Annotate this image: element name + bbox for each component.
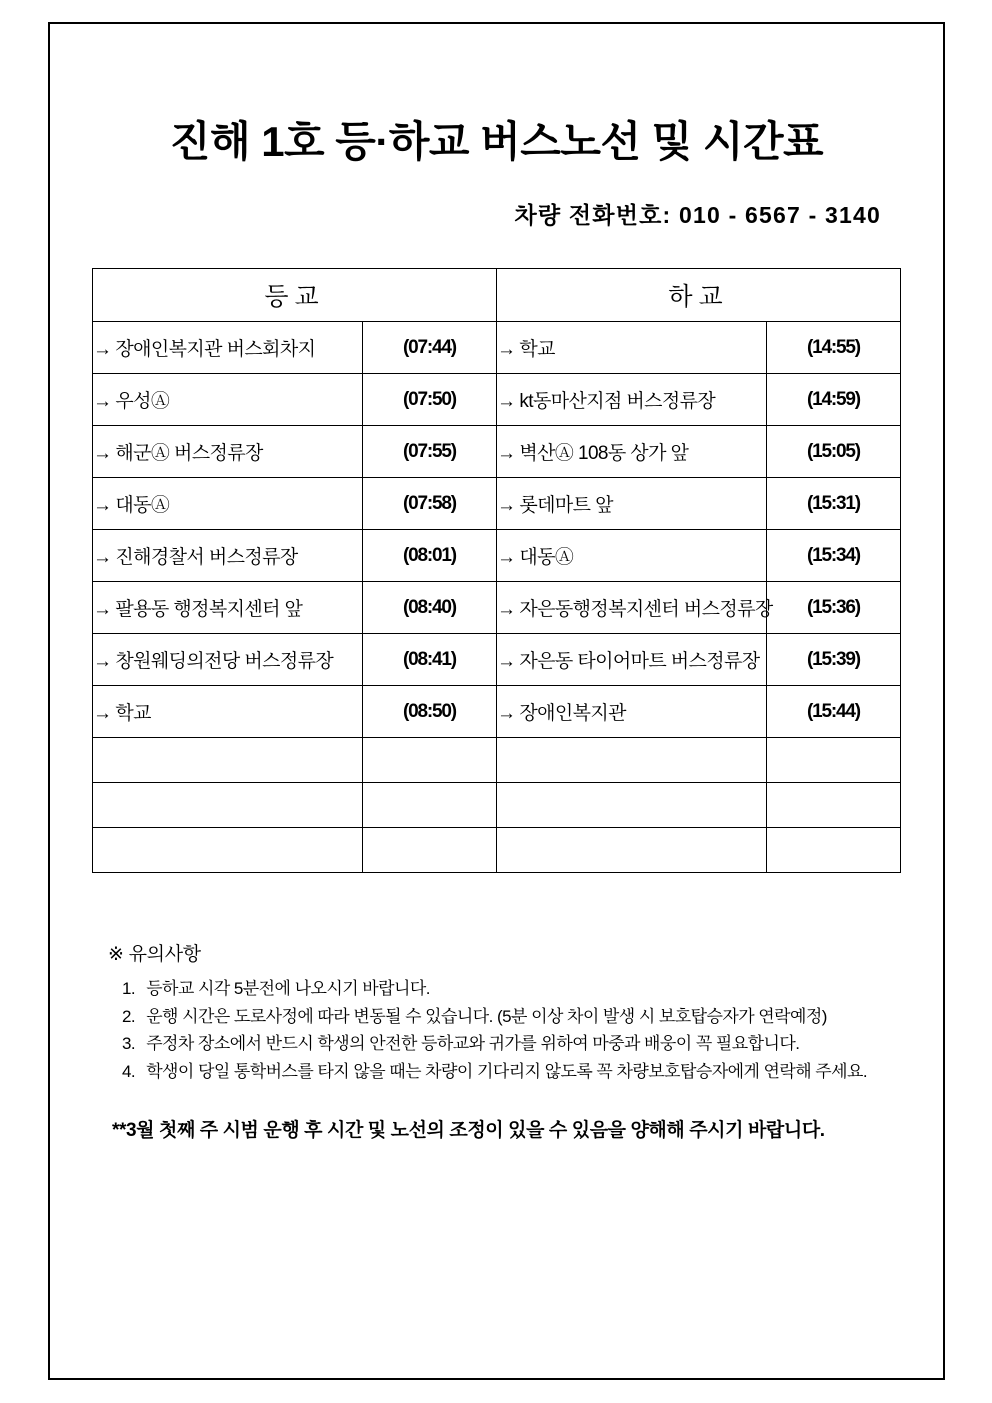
afternoon-stop-time: (14:55) xyxy=(766,322,900,374)
stop-label: 자은동행정복지센터 버스정류장 xyxy=(519,599,773,621)
note-item xyxy=(122,1003,903,1031)
empty-cell xyxy=(766,828,900,873)
note-item xyxy=(122,975,903,1003)
afternoon-stop-name xyxy=(496,634,766,686)
table-row xyxy=(93,783,901,828)
table-row xyxy=(93,322,901,374)
stop-label: 학교 xyxy=(115,703,151,725)
empty-cell xyxy=(93,738,363,783)
note-text: 운행 시간은 도로사정에 따라 변동될 수 있습니다. (5분 이상 차이 발생 시 보호탑승자가 연락예정) xyxy=(146,1006,827,1026)
morning-stop-name xyxy=(93,634,363,686)
column-header-morning: 등교 xyxy=(93,269,497,322)
afternoon-stop-name xyxy=(496,426,766,478)
table-row xyxy=(93,530,901,582)
stop-label: 대동Ⓐ xyxy=(115,495,170,517)
arrow-icon: → xyxy=(496,599,516,621)
stop-label: 학교 xyxy=(519,339,555,361)
arrow-icon: → xyxy=(93,547,112,569)
stop-label: 창원웨딩의전당 버스정류장 xyxy=(115,651,334,673)
arrow-icon: → xyxy=(93,703,112,725)
vehicle-phone-number: 차량 전화번호: 010 - 6567 - 3140 xyxy=(514,202,881,229)
stop-label: 장애인복지관 버스회차지 xyxy=(115,339,316,361)
notes-footnote: **3월 첫째 주 시범 운행 후 시간 및 노선의 조정이 있을 수 있음을 양해해 주시기 바랍니다. xyxy=(112,1120,825,1142)
stop-label: 벽산Ⓐ 108동 상가 앞 xyxy=(519,443,689,465)
timetable-body xyxy=(93,322,901,873)
table-row xyxy=(93,426,901,478)
afternoon-stop-name xyxy=(496,322,766,374)
afternoon-stop-time: (14:59) xyxy=(766,374,900,426)
morning-stop-time: (08:50) xyxy=(362,686,496,738)
note-text: 학생이 당일 통학버스를 타지 않을 때는 차량이 기다리지 않도록 꼭 차량보호탑승자에게 연락해 주세요. xyxy=(146,1061,868,1081)
afternoon-stop-name xyxy=(496,374,766,426)
note-number: 2. xyxy=(122,1006,136,1026)
arrow-icon: → xyxy=(93,495,112,517)
arrow-icon: → xyxy=(93,339,112,361)
empty-cell xyxy=(496,738,766,783)
note-text: 주정차 장소에서 반드시 학생의 안전한 등하교와 귀가를 위하여 마중과 배웅이 꼭 필요합니다. xyxy=(146,1034,800,1054)
empty-cell xyxy=(496,828,766,873)
table-row xyxy=(93,634,901,686)
note-item xyxy=(122,1030,903,1058)
empty-cell xyxy=(496,783,766,828)
afternoon-stop-name xyxy=(496,530,766,582)
morning-stop-name xyxy=(93,374,363,426)
document-sheet xyxy=(50,24,943,1378)
afternoon-stop-time: (15:39) xyxy=(766,634,900,686)
morning-stop-name xyxy=(93,478,363,530)
arrow-icon: → xyxy=(496,703,516,725)
morning-stop-time: (08:01) xyxy=(362,530,496,582)
afternoon-stop-name xyxy=(496,478,766,530)
stop-label: 롯데마트 앞 xyxy=(519,495,613,517)
page-title: 진해 1호 등·하교 버스노선 및 시간표 xyxy=(169,118,824,165)
arrow-icon: → xyxy=(93,651,112,673)
arrow-icon: → xyxy=(93,599,112,621)
table-row xyxy=(93,738,901,783)
table-row xyxy=(93,374,901,426)
note-number: 1. xyxy=(122,979,136,999)
note-item xyxy=(122,1058,903,1086)
afternoon-stop-time: (15:31) xyxy=(766,478,900,530)
stop-label: 우성Ⓐ xyxy=(115,391,170,413)
stop-label: 자은동 타이어마트 버스정류장 xyxy=(519,651,760,673)
morning-stop-name xyxy=(93,322,363,374)
empty-cell xyxy=(362,738,496,783)
table-header-row xyxy=(93,269,901,322)
page-border xyxy=(48,22,945,1380)
empty-cell xyxy=(93,783,363,828)
empty-cell xyxy=(766,738,900,783)
stop-label: 대동Ⓐ xyxy=(519,547,574,569)
morning-stop-time: (07:55) xyxy=(362,426,496,478)
morning-stop-name xyxy=(93,582,363,634)
morning-stop-time: (07:44) xyxy=(362,322,496,374)
arrow-icon: → xyxy=(496,547,516,569)
morning-stop-name xyxy=(93,686,363,738)
column-header-afternoon: 하교 xyxy=(496,269,900,322)
afternoon-stop-name xyxy=(496,686,766,738)
timetable-container xyxy=(90,268,903,873)
arrow-icon: → xyxy=(496,339,516,361)
arrow-icon: → xyxy=(93,443,112,465)
bus-timetable xyxy=(92,268,901,873)
morning-stop-time: (07:50) xyxy=(362,374,496,426)
note-number: 3. xyxy=(122,1034,136,1054)
empty-cell xyxy=(362,783,496,828)
morning-stop-name xyxy=(93,530,363,582)
table-row xyxy=(93,478,901,530)
stop-label: 해군Ⓐ 버스정류장 xyxy=(115,443,263,465)
arrow-icon: → xyxy=(496,495,516,517)
empty-cell xyxy=(362,828,496,873)
note-text: 등하교 시각 5분전에 나오시기 바랍니다. xyxy=(146,979,430,999)
morning-stop-time: (08:40) xyxy=(362,582,496,634)
stop-label: 진해경찰서 버스정류장 xyxy=(115,547,298,569)
note-number: 4. xyxy=(122,1061,136,1081)
afternoon-stop-time: (15:05) xyxy=(766,426,900,478)
table-row xyxy=(93,828,901,873)
notes-section xyxy=(90,939,903,1142)
afternoon-stop-time: (15:34) xyxy=(766,530,900,582)
arrow-icon: → xyxy=(93,391,112,413)
stop-label: 팔용동 행정복지센터 앞 xyxy=(115,599,303,621)
notes-list xyxy=(108,975,903,1085)
arrow-icon: → xyxy=(496,651,516,673)
stop-label: 장애인복지관 xyxy=(519,703,626,725)
stop-label: kt동마산지점 버스정류장 xyxy=(519,391,716,413)
empty-cell xyxy=(766,783,900,828)
morning-stop-time: (07:58) xyxy=(362,478,496,530)
arrow-icon: → xyxy=(496,443,516,465)
morning-stop-name xyxy=(93,426,363,478)
afternoon-stop-time: (15:36) xyxy=(766,582,900,634)
arrow-icon: → xyxy=(496,391,516,413)
morning-stop-time: (08:41) xyxy=(362,634,496,686)
table-row xyxy=(93,686,901,738)
afternoon-stop-time: (15:44) xyxy=(766,686,900,738)
empty-cell xyxy=(93,828,363,873)
table-row xyxy=(93,582,901,634)
afternoon-stop-name xyxy=(496,582,773,634)
notes-heading: ※ 유의사항 xyxy=(108,944,201,966)
